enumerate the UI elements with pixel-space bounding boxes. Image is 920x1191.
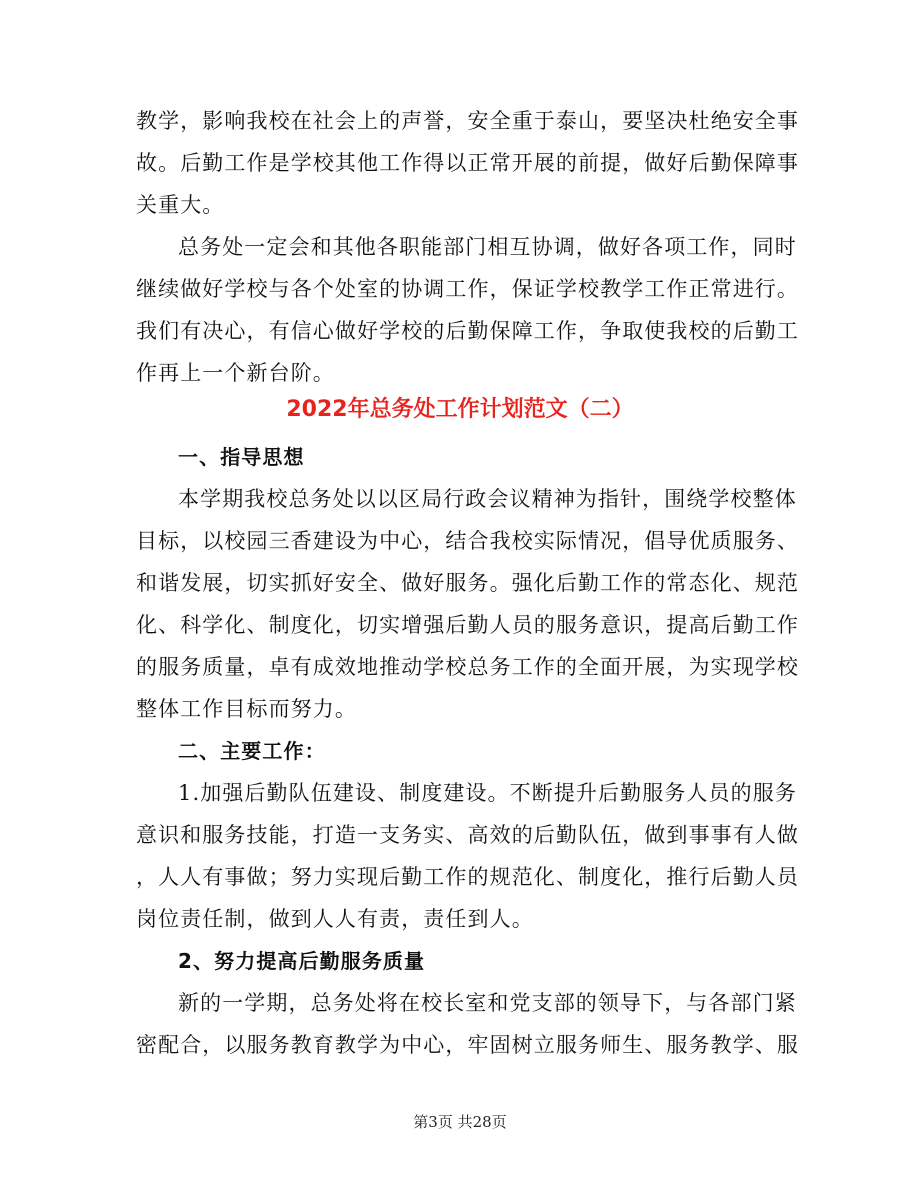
paragraph-2-line-2: 继续做好学校与各个处室的协调工作，保证学校教学工作正常进行。 xyxy=(136,277,799,301)
paragraph-4-line-2: 意识和服务技能，打造一支务实、高效的后勤队伍，做到事事有人做 xyxy=(136,823,799,847)
paragraph-3-line-2: 目标，以校园三香建设为中心，结合我校实际情况，倡导优质服务、 xyxy=(136,529,799,553)
paragraph-3-line-1: 本学期我校总务处以以区局行政会议精神为指针，围绕学校整体 xyxy=(178,487,797,511)
document-title: 2022年总务处工作计划范文（二） xyxy=(286,397,634,422)
paragraph-2-line-3: 我们有决心，有信心做好学校的后勤保障工作，争取使我校的后勤工 xyxy=(136,319,799,343)
paragraph-1-line-2: 故。后勤工作是学校其他工作得以正常开展的前提，做好后勤保障事 xyxy=(136,151,799,175)
paragraph-4-line-3: ，人人有事做；努力实现后勤工作的规范化、制度化，推行后勤人员 xyxy=(136,865,799,889)
page-number-footer: 第3页 共28页 xyxy=(413,1113,507,1131)
paragraph-3-line-3: 和谐发展，切实抓好安全、做好服务。强化后勤工作的常态化、规范 xyxy=(136,571,799,595)
paragraph-2-line-4: 作再上一个新台阶。 xyxy=(136,361,335,385)
section-3-heading: 2、努力提高后勤服务质量 xyxy=(178,949,426,973)
paragraph-5-line-1: 新的一学期，总务处将在校长室和党支部的领导下，与各部门紧 xyxy=(178,991,797,1015)
paragraph-3-line-6: 整体工作目标而努力。 xyxy=(136,697,357,721)
paragraph-1-line-1: 教学，影响我校在社会上的声誉，安全重于泰山，要坚决杜绝安全事 xyxy=(136,109,799,133)
section-1-heading: 一、指导思想 xyxy=(178,445,305,469)
paragraph-3-line-4: 化、科学化、制度化，切实增强后勤人员的服务意识，提高后勤工作 xyxy=(136,613,799,637)
paragraph-3-line-5: 的服务质量，卓有成效地推动学校总务工作的全面开展，为实现学校 xyxy=(136,655,799,679)
paragraph-5-line-2: 密配合，以服务教育教学为中心，牢固树立服务师生、服务教学、服 xyxy=(136,1033,799,1057)
paragraph-1-line-3: 关重大。 xyxy=(136,193,225,217)
section-2-heading: 二、主要工作： xyxy=(178,739,326,763)
paragraph-4-line-1: 1.加强后勤队伍建设、制度建设。不断提升后勤服务人员的服务 xyxy=(178,781,797,805)
paragraph-4-line-4: 岗位责任制，做到人人有责，责任到人。 xyxy=(136,907,534,931)
paragraph-2-line-1: 总务处一定会和其他各职能部门相互协调，做好各项工作，同时 xyxy=(178,235,797,259)
